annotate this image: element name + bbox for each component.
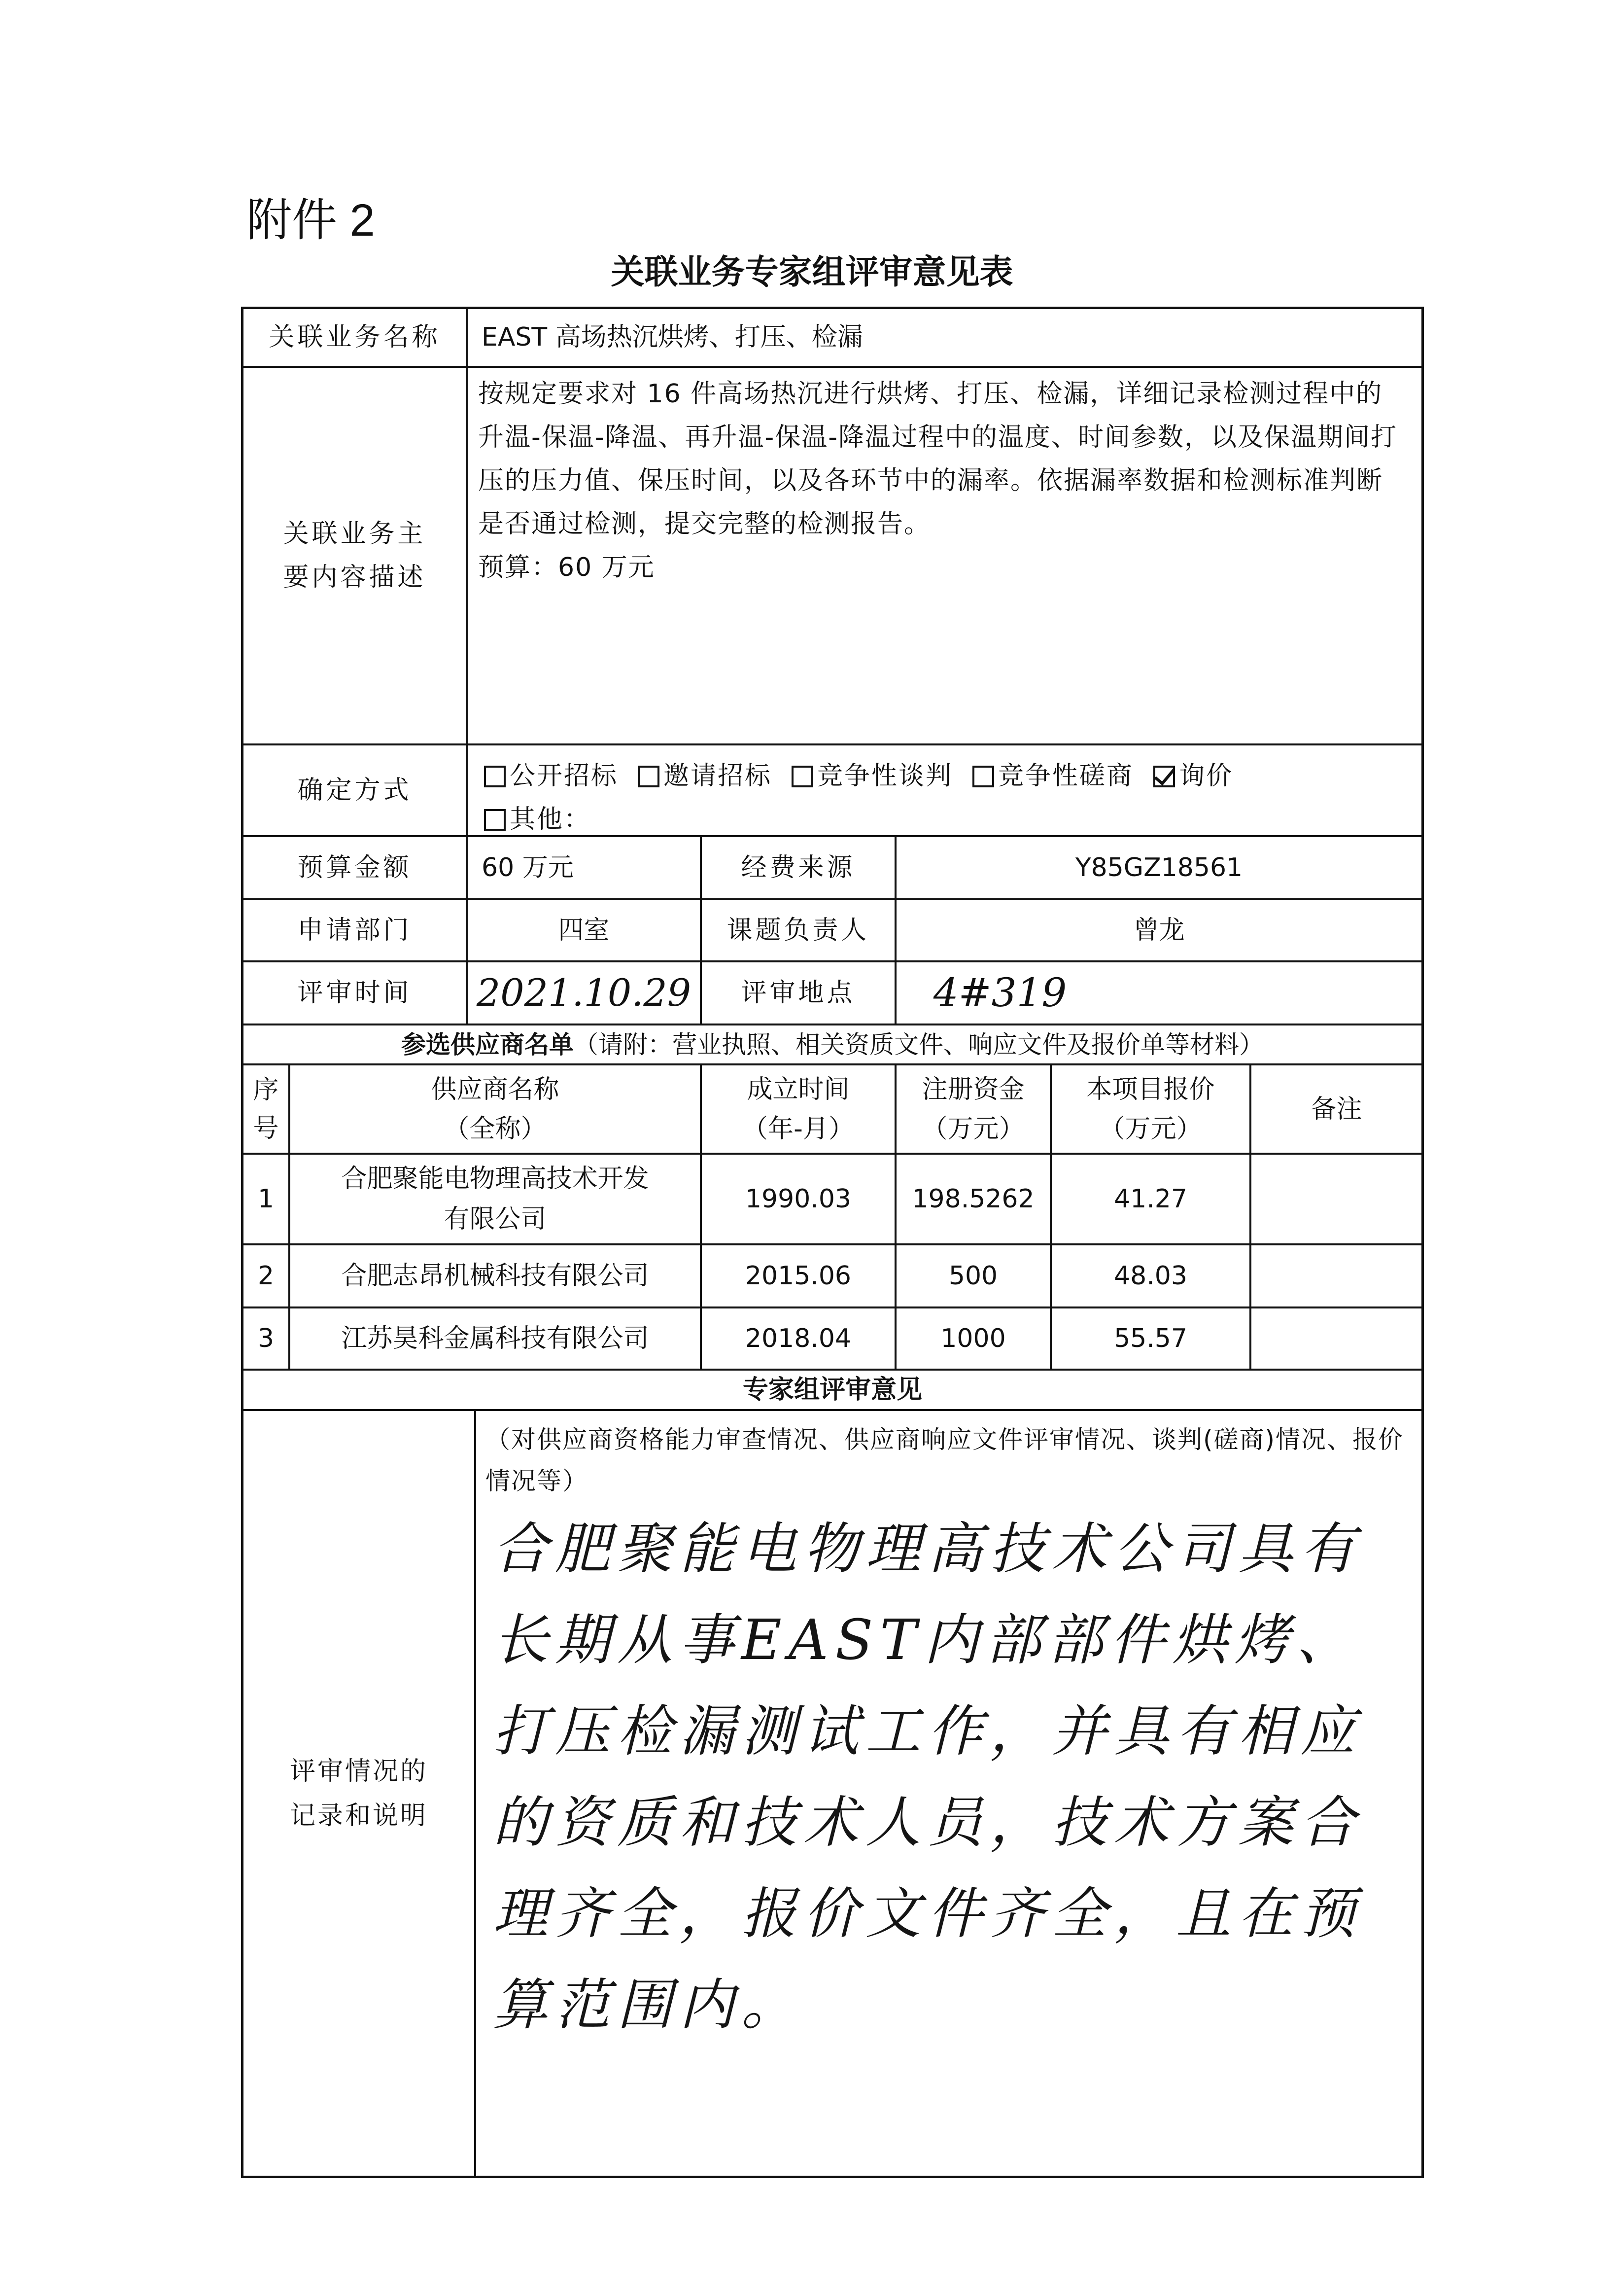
option-invited-tender[interactable]: 邀请招标 <box>638 754 772 798</box>
option-other[interactable]: 其他： <box>484 798 591 841</box>
option-competitive-consultation[interactable]: 竞争性磋商 <box>972 754 1134 798</box>
leader-label: 课题负责人 <box>726 916 870 945</box>
attachment-label: 附件 2 <box>246 195 375 246</box>
column-header-name: 供应商名称 （全称） <box>431 1074 559 1144</box>
checkbox-icon[interactable] <box>638 766 659 787</box>
review-time-value: 2021.10.29 <box>476 971 691 1015</box>
business-name-value: EAST 高场热沉烘烤、打压、检漏 <box>482 322 863 352</box>
description-text: 按规定要求对 16 件高场热沉进行烘烤、打压、检漏，详细记录检测过程中的升温-保温-降温、再升温-保温-降温过程中的温度、时间参数，以及保温期间打压的压力值、保压时间，以及各环节中的漏率。依据漏率数据和检测标准判断是否通过检测，提交完整的检测报告。 <box>478 379 1398 539</box>
column-header-founded: 成立时间 （年-月） <box>742 1074 854 1144</box>
row-1-quote: 41.27 <box>1114 1184 1187 1214</box>
description-budget: 预算：60 万元 <box>478 553 655 582</box>
row-2-capital: 500 <box>948 1261 998 1291</box>
opinion-record-label: 评审情况的 记录和说明 <box>289 1757 428 1831</box>
description-block <box>478 372 1405 589</box>
funding-value: Y85GZ18561 <box>1075 853 1243 883</box>
column-header-capital: 注册资金 （万元） <box>922 1074 1025 1144</box>
row-2-index: 2 <box>257 1261 275 1291</box>
row-3-founded: 2018.04 <box>745 1324 852 1353</box>
document-title: 关联业务专家组评审意见表 <box>611 253 1013 292</box>
row-3-quote: 55.57 <box>1114 1324 1187 1353</box>
review-place-label: 评审地点 <box>741 978 856 1008</box>
column-divider <box>474 1409 476 2178</box>
row-3-supplier-name: 江苏昊科金属科技有限公司 <box>341 1324 649 1353</box>
option-inquiry[interactable]: 询价 <box>1153 754 1233 798</box>
department-label: 申请部门 <box>297 916 412 945</box>
row-1-founded: 1990.03 <box>745 1184 852 1214</box>
handwritten-opinion: 合肥聚能电物理高技术公司具有长期从事EAST内部部件烘烤、打压检漏测试工作，并具有相应的资质和技术人员，技术方案合理齐全，报价文件齐全，且在预算范围内。 <box>493 1517 1362 2037</box>
column-header-quote: 本项目报价 （万元） <box>1086 1074 1215 1144</box>
row-2-supplier-name: 合肥志昂机械科技有限公司 <box>341 1261 649 1291</box>
row-2-founded: 2015.06 <box>745 1261 852 1291</box>
column-header-remark: 备注 <box>1311 1094 1362 1124</box>
review-time-label: 评审时间 <box>297 978 412 1008</box>
supplier-list-heading <box>243 1025 1421 1063</box>
row-1-capital: 198.5262 <box>912 1184 1035 1214</box>
option-competitive-negotiation[interactable]: 竞争性谈判 <box>792 754 953 798</box>
business-name-label: 关联业务名称 <box>269 322 441 352</box>
column-header-index: 序号 <box>253 1075 279 1143</box>
expert-opinion-heading: 专家组评审意见 <box>742 1375 922 1405</box>
row-3-capital: 1000 <box>940 1324 1006 1353</box>
checked-checkbox-icon[interactable] <box>1153 766 1175 787</box>
opinion-instructions: （对供应商资格能力审查情况、供应商响应文件评审情况、谈判(磋商)情况、报价情况等） <box>485 1425 1404 1495</box>
checkbox-icon[interactable] <box>792 766 813 787</box>
review-place-value: 4#319 <box>933 970 1067 1016</box>
department-value: 四室 <box>558 916 610 945</box>
checkbox-icon[interactable] <box>484 766 506 787</box>
supplier-heading-title: 参选供应商名单 <box>401 1030 574 1059</box>
description-label: 关联业务主要内容描述 <box>283 519 426 592</box>
row-3-index: 3 <box>257 1324 275 1353</box>
leader-value: 曾龙 <box>1133 916 1185 945</box>
method-label: 确定方式 <box>297 776 412 805</box>
option-public-tender[interactable]: 公开招标 <box>484 754 618 798</box>
row-2-remark <box>1251 1245 1421 1306</box>
row-1-index: 1 <box>257 1184 275 1214</box>
budget-value: 60 万元 <box>482 853 574 883</box>
funding-label: 经费来源 <box>741 853 856 883</box>
row-2-quote: 48.03 <box>1114 1261 1187 1291</box>
budget-label: 预算金额 <box>297 853 412 883</box>
supplier-heading-note: （请附：营业执照、相关资质文件、响应文件及报价单等材料） <box>574 1030 1264 1059</box>
checkbox-icon[interactable] <box>972 766 994 787</box>
checkbox-icon[interactable] <box>484 809 506 831</box>
row-1-remark <box>1251 1155 1421 1243</box>
row-3-remark <box>1251 1308 1421 1369</box>
method-options <box>484 754 1411 841</box>
row-1-supplier-name: 合肥聚能电物理高技术开发 有限公司 <box>341 1164 649 1234</box>
